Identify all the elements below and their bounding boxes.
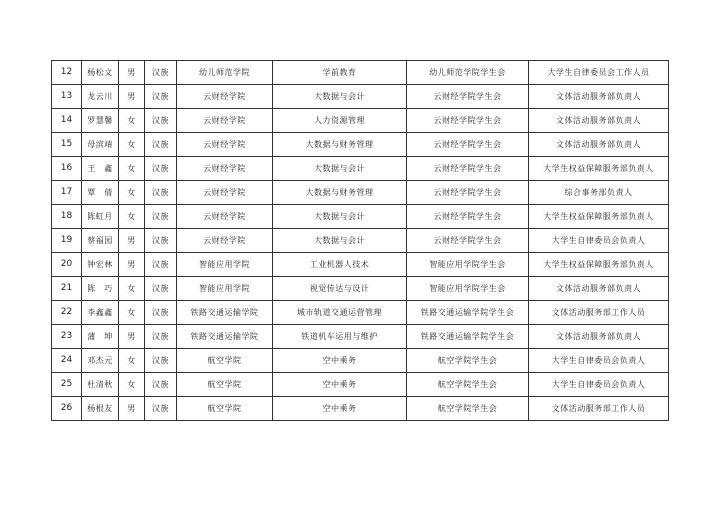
- position-cell: 大学生自律委员会工作人员: [529, 61, 669, 85]
- row-number-cell: 16: [52, 157, 82, 181]
- student-name-cell: 母滨靖: [82, 133, 119, 157]
- major-cell: 空中乘务: [273, 397, 407, 421]
- position-cell: 文体活动服务部负责人: [529, 277, 669, 301]
- gender-cell: 女: [119, 373, 145, 397]
- gender-cell: 男: [119, 85, 145, 109]
- position-cell: 大学生自律委员会负责人: [529, 229, 669, 253]
- college-cell: 云财经学院: [177, 157, 273, 181]
- ethnicity-cell: 汉族: [145, 157, 177, 181]
- table-row: [52, 373, 669, 397]
- student-name-cell: 覃 倩: [82, 181, 119, 205]
- student-name-cell: 罗慧馨: [82, 109, 119, 133]
- major-cell: 大数据与会计: [273, 157, 407, 181]
- organization-cell: 云财经学院学生会: [407, 109, 529, 133]
- gender-cell: 女: [119, 133, 145, 157]
- college-cell: 云财经学院: [177, 133, 273, 157]
- college-cell: 云财经学院: [177, 205, 273, 229]
- position-cell: 文体活动服务部负责人: [529, 109, 669, 133]
- row-number-cell: 19: [52, 229, 82, 253]
- gender-cell: 女: [119, 181, 145, 205]
- row-number-cell: 22: [52, 301, 82, 325]
- student-union-roster-table: [51, 60, 669, 421]
- student-name-cell: 蒲 坤: [82, 325, 119, 349]
- major-cell: 大数据与会计: [273, 229, 407, 253]
- college-cell: 云财经学院: [177, 229, 273, 253]
- table-row: [52, 85, 669, 109]
- college-cell: 航空学院: [177, 349, 273, 373]
- row-number-cell: 24: [52, 349, 82, 373]
- ethnicity-cell: 汉族: [145, 109, 177, 133]
- table-row: [52, 253, 669, 277]
- table-row: [52, 397, 669, 421]
- position-cell: 大学生权益保障服务部负责人: [529, 205, 669, 229]
- table-row: [52, 61, 669, 85]
- row-number-cell: 23: [52, 325, 82, 349]
- major-cell: 学前教育: [273, 61, 407, 85]
- gender-cell: 女: [119, 205, 145, 229]
- gender-cell: 女: [119, 277, 145, 301]
- organization-cell: 云财经学院学生会: [407, 133, 529, 157]
- college-cell: 云财经学院: [177, 109, 273, 133]
- position-cell: 文体活动服务部负责人: [529, 85, 669, 109]
- organization-cell: 航空学院学生会: [407, 349, 529, 373]
- ethnicity-cell: 汉族: [145, 85, 177, 109]
- row-number-cell: 15: [52, 133, 82, 157]
- table-row: [52, 349, 669, 373]
- table-row: [52, 301, 669, 325]
- major-cell: 视觉传达与设计: [273, 277, 407, 301]
- position-cell: 文体活动服务部负责人: [529, 133, 669, 157]
- organization-cell: 云财经学院学生会: [407, 229, 529, 253]
- college-cell: 铁路交通运输学院: [177, 325, 273, 349]
- row-number-cell: 12: [52, 61, 82, 85]
- ethnicity-cell: 汉族: [145, 349, 177, 373]
- organization-cell: 幼儿师范学院学生会: [407, 61, 529, 85]
- position-cell: 大学生自律委员会负责人: [529, 373, 669, 397]
- ethnicity-cell: 汉族: [145, 133, 177, 157]
- gender-cell: 男: [119, 325, 145, 349]
- row-number-cell: 20: [52, 253, 82, 277]
- organization-cell: 云财经学院学生会: [407, 85, 529, 109]
- row-number-cell: 13: [52, 85, 82, 109]
- major-cell: 大数据与会计: [273, 205, 407, 229]
- college-cell: 智能应用学院: [177, 277, 273, 301]
- major-cell: 工业机器人技术: [273, 253, 407, 277]
- college-cell: 航空学院: [177, 373, 273, 397]
- college-cell: 航空学院: [177, 397, 273, 421]
- position-cell: 大学生权益保障服务部负责人: [529, 253, 669, 277]
- organization-cell: 云财经学院学生会: [407, 181, 529, 205]
- major-cell: 铁道机车运用与维护: [273, 325, 407, 349]
- row-number-cell: 26: [52, 397, 82, 421]
- major-cell: 人力资源管理: [273, 109, 407, 133]
- organization-cell: 智能应用学院学生会: [407, 277, 529, 301]
- gender-cell: 女: [119, 109, 145, 133]
- college-cell: 智能应用学院: [177, 253, 273, 277]
- gender-cell: 女: [119, 157, 145, 181]
- table-row: [52, 157, 669, 181]
- position-cell: 大学生自律委员会负责人: [529, 349, 669, 373]
- major-cell: 大数据与会计: [273, 85, 407, 109]
- organization-cell: 航空学院学生会: [407, 397, 529, 421]
- table-row: [52, 181, 669, 205]
- gender-cell: 女: [119, 301, 145, 325]
- position-cell: 综合事务部负责人: [529, 181, 669, 205]
- ethnicity-cell: 汉族: [145, 229, 177, 253]
- table-row: [52, 277, 669, 301]
- major-cell: 空中乘务: [273, 349, 407, 373]
- gender-cell: 男: [119, 61, 145, 85]
- table-row: [52, 133, 669, 157]
- college-cell: 铁路交通运输学院: [177, 301, 273, 325]
- ethnicity-cell: 汉族: [145, 277, 177, 301]
- student-name-cell: 陈虹月: [82, 205, 119, 229]
- row-number-cell: 25: [52, 373, 82, 397]
- gender-cell: 男: [119, 397, 145, 421]
- ethnicity-cell: 汉族: [145, 205, 177, 229]
- major-cell: 城市轨道交通运营管理: [273, 301, 407, 325]
- row-number-cell: 14: [52, 109, 82, 133]
- organization-cell: 铁路交通运输学院学生会: [407, 301, 529, 325]
- position-cell: 文体活动服务部工作人员: [529, 301, 669, 325]
- organization-cell: 云财经学院学生会: [407, 205, 529, 229]
- college-cell: 云财经学院: [177, 85, 273, 109]
- student-name-cell: 钟宏林: [82, 253, 119, 277]
- organization-cell: 智能应用学院学生会: [407, 253, 529, 277]
- table-row: [52, 205, 669, 229]
- roster-body: [52, 61, 669, 421]
- position-cell: 文体活动服务部工作人员: [529, 397, 669, 421]
- position-cell: 大学生权益保障服务部负责人: [529, 157, 669, 181]
- ethnicity-cell: 汉族: [145, 181, 177, 205]
- organization-cell: 铁路交通运输学院学生会: [407, 325, 529, 349]
- college-cell: 幼儿师范学院: [177, 61, 273, 85]
- ethnicity-cell: 汉族: [145, 373, 177, 397]
- gender-cell: 女: [119, 349, 145, 373]
- row-number-cell: 17: [52, 181, 82, 205]
- ethnicity-cell: 汉族: [145, 397, 177, 421]
- student-name-cell: 邓杰元: [82, 349, 119, 373]
- college-cell: 云财经学院: [177, 181, 273, 205]
- ethnicity-cell: 汉族: [145, 61, 177, 85]
- table-row: [52, 325, 669, 349]
- ethnicity-cell: 汉族: [145, 253, 177, 277]
- organization-cell: 航空学院学生会: [407, 373, 529, 397]
- table-row: [52, 109, 669, 133]
- row-number-cell: 21: [52, 277, 82, 301]
- position-cell: 文体活动服务部负责人: [529, 325, 669, 349]
- student-name-cell: 陈 巧: [82, 277, 119, 301]
- row-number-cell: 18: [52, 205, 82, 229]
- major-cell: 大数据与财务管理: [273, 133, 407, 157]
- student-name-cell: 龙云川: [82, 85, 119, 109]
- ethnicity-cell: 汉族: [145, 325, 177, 349]
- student-name-cell: 杜清秋: [82, 373, 119, 397]
- gender-cell: 男: [119, 253, 145, 277]
- student-name-cell: 蔡福园: [82, 229, 119, 253]
- student-name-cell: 杨松文: [82, 61, 119, 85]
- table-row: [52, 229, 669, 253]
- organization-cell: 云财经学院学生会: [407, 157, 529, 181]
- gender-cell: 男: [119, 229, 145, 253]
- ethnicity-cell: 汉族: [145, 301, 177, 325]
- major-cell: 空中乘务: [273, 373, 407, 397]
- student-name-cell: 李鑫鑫: [82, 301, 119, 325]
- student-name-cell: 杨根友: [82, 397, 119, 421]
- student-name-cell: 王 鑫: [82, 157, 119, 181]
- major-cell: 大数据与财务管理: [273, 181, 407, 205]
